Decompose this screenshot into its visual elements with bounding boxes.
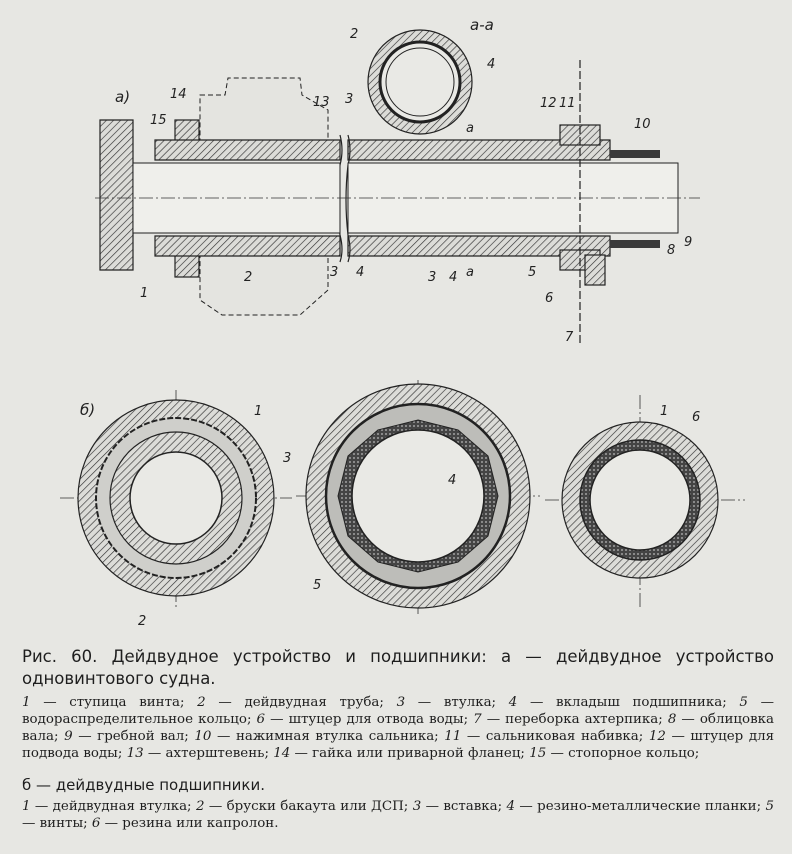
legend-item-text: — вкладыш подшипника; xyxy=(517,695,740,710)
callout-5: 5 xyxy=(528,265,537,280)
legend-item-text: — вставка; xyxy=(421,799,507,814)
callout-14: 14 xyxy=(170,87,187,102)
legend-item xyxy=(22,799,196,814)
legend-item-number: 5 xyxy=(765,799,774,814)
legend-item-text: — водораспределительное кольцо; xyxy=(22,695,774,727)
bearing-3-bore xyxy=(590,450,690,550)
flange-bottom xyxy=(175,255,199,277)
legend-item-text: — дейдвудная втулка; xyxy=(30,799,196,814)
bearing-3-callout-6: 6 xyxy=(692,410,701,425)
legend-item xyxy=(529,746,699,761)
legend-item xyxy=(196,799,413,814)
legend-item-text: — нажимная втулка сальника; xyxy=(211,729,445,744)
figure-caption xyxy=(22,646,774,832)
bearing-3-callout-1: 1 xyxy=(660,404,669,419)
section-bore xyxy=(386,48,454,116)
legend-item-number: 7 xyxy=(473,712,482,727)
view-a-label: а) xyxy=(115,88,131,106)
stern-frame-lower xyxy=(200,250,328,315)
callout-13: 13 xyxy=(313,95,330,110)
flange-top xyxy=(175,120,199,142)
bulkhead-flange xyxy=(585,255,605,285)
callout-3b: 3 xyxy=(428,270,437,285)
legend-item-number: 3 xyxy=(412,799,422,814)
legend-item-text: — переборка ахтерпика; xyxy=(481,712,668,727)
caption-title: Рис. 60. Дейдвудное устройство и подшипники: а — дейдвудное устройство одновинтового судна. xyxy=(22,647,774,688)
bearing-2-callout-4: 4 xyxy=(448,473,457,488)
section-arrow-label: а xyxy=(466,121,474,136)
section-callout-4: 4 xyxy=(487,57,496,72)
callout-15: 15 xyxy=(150,113,167,128)
legend-item-number: 5 xyxy=(739,695,748,710)
legend-item-text: — втулка; xyxy=(405,695,509,710)
legend-item-number: 10 xyxy=(194,729,212,744)
legend-item-number: 14 xyxy=(273,746,291,761)
callout-1: 1 xyxy=(140,286,149,301)
legend-item xyxy=(509,695,740,710)
legend-item xyxy=(473,712,668,727)
stern-tube-wall-top xyxy=(155,140,340,160)
callout-11: 11 xyxy=(559,96,576,111)
bearing-2-callout-5: 5 xyxy=(313,578,322,593)
legend-item-number: 3 xyxy=(396,695,406,710)
callout-12: 12 xyxy=(540,96,557,111)
section-arrow-label-bottom: а xyxy=(466,265,474,280)
legend-item-number: 6 xyxy=(256,712,266,727)
legend-item-text: — дейдвудная труба; xyxy=(205,695,397,710)
legend-item xyxy=(22,695,197,710)
legend-item-number: 11 xyxy=(444,729,462,744)
legend-item-text: — ступица винта; xyxy=(30,695,198,710)
legend-item-text: — резина или капролон. xyxy=(100,816,279,831)
legend-item xyxy=(397,695,509,710)
callout-4b: 4 xyxy=(449,270,458,285)
legend-item xyxy=(444,729,649,744)
bearing-1-bore xyxy=(130,452,222,544)
bearing-2-bore xyxy=(352,430,484,562)
callout-9: 9 xyxy=(684,235,693,250)
legend-item-text: — гайка или приварной фланец; xyxy=(290,746,530,761)
legend-item xyxy=(127,746,274,761)
bearing-1-callout-1: 1 xyxy=(254,404,263,419)
legend-item xyxy=(257,712,474,727)
legend-item-text: — винты; xyxy=(22,816,92,831)
stern-frame-upper xyxy=(200,78,328,150)
legend-item-number: 6 xyxy=(91,816,101,831)
legend-item-number: 1 xyxy=(22,799,31,814)
callout-3: 3 xyxy=(330,265,339,280)
legend-item-text: — сальниковая набивка; xyxy=(461,729,649,744)
callout-7: 7 xyxy=(565,330,574,345)
legend-item xyxy=(64,729,194,744)
propeller-hub xyxy=(100,120,133,270)
legend-item xyxy=(92,816,279,831)
legend-item-number: 2 xyxy=(197,695,206,710)
legend-item-text: — облицовка вала; xyxy=(22,712,774,744)
legend-item xyxy=(413,799,507,814)
legend-item-number: 9 xyxy=(64,729,73,744)
legend-item-number: 1 xyxy=(22,695,31,710)
section-a-a-label: а-а xyxy=(470,16,494,34)
callout-8: 8 xyxy=(667,243,676,258)
legend-item-text: — гребной вал; xyxy=(72,729,195,744)
legend-item-text: — бруски бакаута или ДСП; xyxy=(204,799,413,814)
callout-6: 6 xyxy=(545,291,554,306)
callout-2: 2 xyxy=(244,270,253,285)
bearing-1-callout-2: 2 xyxy=(138,614,147,629)
legend-item-number: 15 xyxy=(529,746,547,761)
section-a-a xyxy=(345,16,495,134)
legend-item xyxy=(507,799,766,814)
legend-item-number: 8 xyxy=(667,712,677,727)
legend-b xyxy=(22,798,774,832)
legend-item-text: — штуцер для отвода воды; xyxy=(265,712,474,727)
legend-item-number: 2 xyxy=(195,799,205,814)
legend-item-number: 4 xyxy=(508,695,518,710)
stern-tube-wall-bottom xyxy=(155,236,340,256)
gland-bolt-top xyxy=(610,150,660,158)
gland-bolt-bottom xyxy=(610,240,660,248)
callout-4: 4 xyxy=(356,265,365,280)
section-callout-2: 2 xyxy=(350,27,359,42)
bearing-rubber-metal xyxy=(296,380,540,615)
legend-item-text: — штуцер для подвода воды; xyxy=(22,729,775,761)
view-b-label: б) xyxy=(80,401,96,419)
legend-item xyxy=(194,729,444,744)
section-callout-3: 3 xyxy=(345,92,354,107)
caption-subhead: б — дейдвудные подшипники. xyxy=(22,776,266,794)
legend-item xyxy=(197,695,396,710)
bearing-lignum-vitae xyxy=(60,390,292,629)
legend-item-text: — резино-металлические планки; xyxy=(515,799,766,814)
legend-item-text: — ахтерштевень; xyxy=(143,746,274,761)
legend-item-number: 12 xyxy=(648,729,666,744)
bearing-rubber-caprolon xyxy=(545,395,745,610)
bearing-1-callout-3: 3 xyxy=(283,451,292,466)
legend-item xyxy=(273,746,529,761)
legend-a xyxy=(22,694,774,762)
legend-item-number: 4 xyxy=(506,799,516,814)
legend-item-number: 13 xyxy=(126,746,144,761)
legend-item-text: — стопорное кольцо; xyxy=(546,746,700,761)
callout-10: 10 xyxy=(634,117,651,132)
